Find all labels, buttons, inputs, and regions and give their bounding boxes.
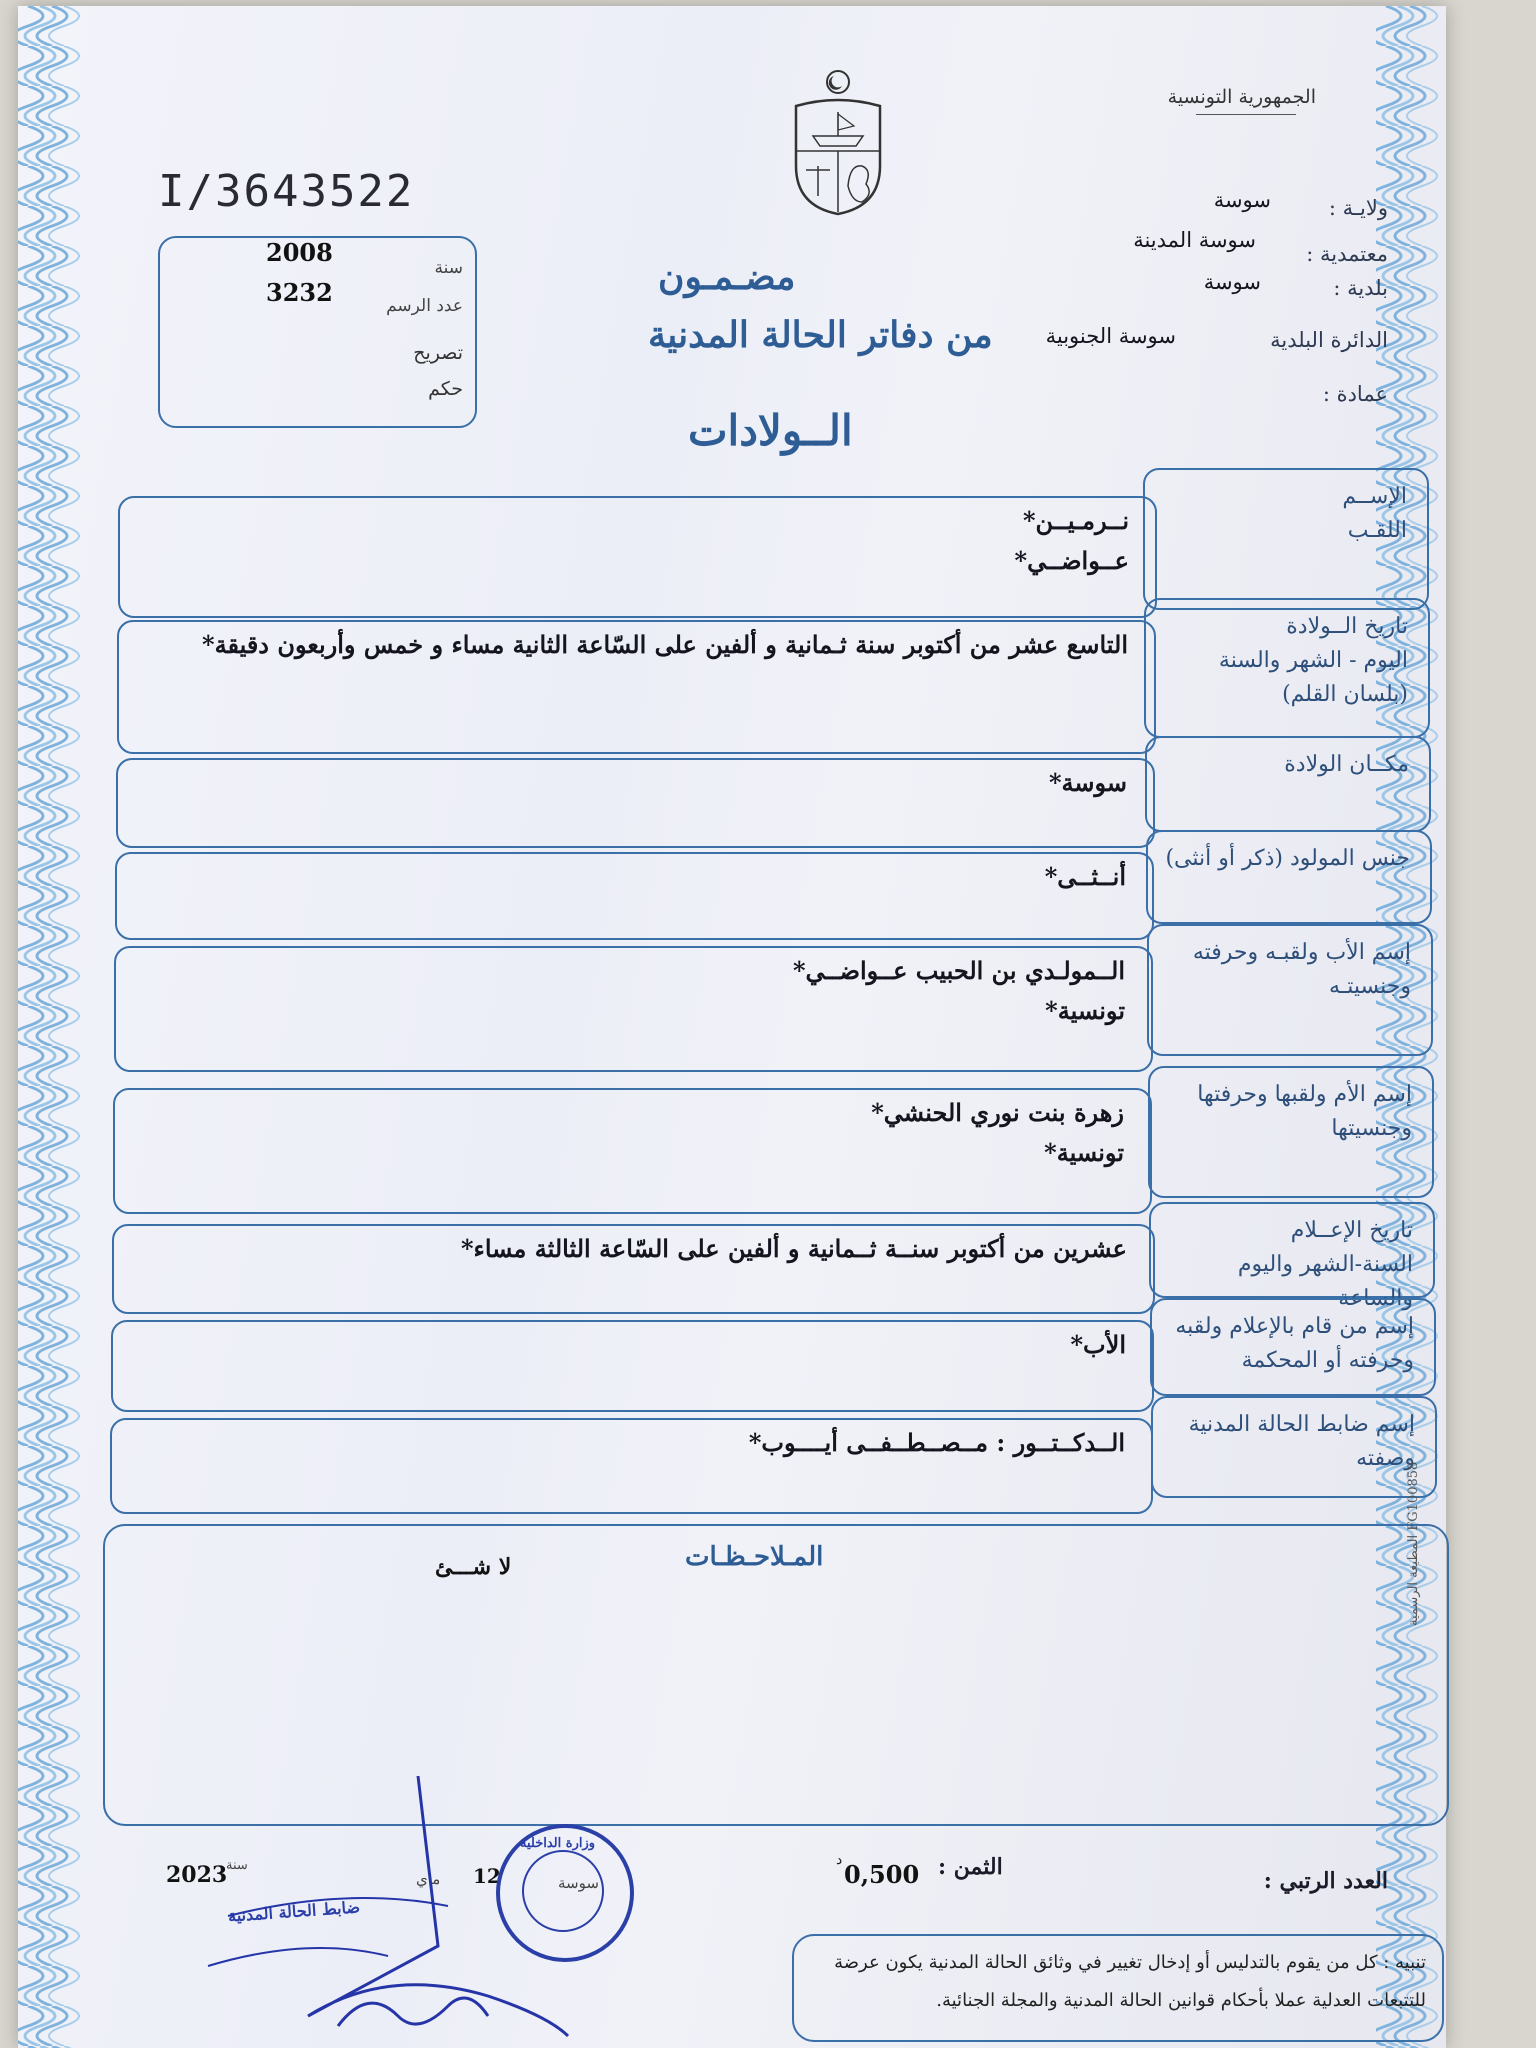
- row-label-text: إسم من قام بالإعلام ولقبه: [1175, 1314, 1414, 1339]
- row-value-box: [113, 1088, 1152, 1214]
- row-value-box: [112, 1224, 1155, 1314]
- row-value-box: [110, 1418, 1153, 1514]
- officer-stamp-text: ضابط الحالة المدنية: [227, 1897, 361, 1926]
- row-label-box: [1151, 1396, 1437, 1498]
- footer-month: ماي: [416, 1870, 441, 1888]
- record-box: [158, 236, 477, 428]
- row-value-text: زهرة بنت نوري الحنشي*: [871, 1098, 1124, 1127]
- row-label-text: جنس المولود (ذكر أو أنثى): [1165, 846, 1410, 871]
- row-value-text: نــرمـيــن*: [1023, 506, 1129, 535]
- remarks-label: المـلاحـظـات: [685, 1542, 824, 1572]
- row-label-box: [1146, 830, 1432, 924]
- record-number-label: عدد الرسم: [386, 296, 463, 316]
- row-value-text: عــواضــي*: [1014, 546, 1129, 575]
- stamp-text: وزارة الداخلية: [520, 1836, 596, 1851]
- left-decorative-border: [18, 6, 88, 2048]
- price-label: الثمن :: [938, 1854, 1003, 1880]
- price-unit: د: [836, 1852, 843, 1868]
- row-value-text: تونسية*: [1044, 1138, 1124, 1167]
- row-value-text: عشرين من أكتوبر سنــة ثــمانية و ألفين على السّاعة الثالثة مساء*: [460, 1234, 1127, 1263]
- title-line2: من دفاتر الحالة المدنية: [648, 314, 993, 356]
- delegation-label: معتمدية :: [1306, 242, 1388, 266]
- handwritten-signature: [188, 1766, 668, 2046]
- row-label-box: [1143, 468, 1429, 610]
- row-label-box: [1149, 1202, 1435, 1311]
- printer-mark: المطبعة الرسمية FG100858: [1406, 1461, 1421, 1626]
- row-label-text: اليوم - الشهر والسنة: [1218, 648, 1408, 673]
- row-label-text: إسم الأم ولقبها وحرفتها: [1197, 1082, 1412, 1107]
- section-title-births: الــولادات: [688, 406, 853, 455]
- row-value-text: الــمولـدي بن الحبيب عــواضــي*: [792, 956, 1125, 985]
- record-year-value: 2008: [266, 238, 333, 267]
- price-value: 0,500: [844, 1860, 920, 1889]
- row-value-text: الأب*: [1070, 1330, 1126, 1359]
- municipality-label: بلدية :: [1333, 276, 1388, 300]
- row-label-box: [1144, 598, 1430, 738]
- row-label-text: الإســم: [1342, 484, 1407, 509]
- row-value-text: سوسة*: [1048, 768, 1127, 797]
- wilaya-value: سوسة: [1213, 188, 1271, 212]
- row-label-box: [1145, 736, 1431, 832]
- row-label-box: [1150, 1298, 1436, 1396]
- republic-label: الجمهورية التونسية: [1167, 86, 1316, 108]
- judgment-label: حكم: [428, 378, 463, 400]
- row-value-box: [117, 620, 1156, 754]
- district-value: سوسة الجنوبية: [1045, 324, 1176, 348]
- notice-line2: للتتبعات العدلية عملا بأحكام قوانين الحالة المدنية والمجلة الجنائية.: [936, 1990, 1426, 2011]
- serial-number: I/3643522: [158, 166, 415, 217]
- footer-year-value: 2023: [166, 1862, 228, 1888]
- row-value-text: تونسية*: [1045, 996, 1125, 1025]
- row-label-box: [1147, 924, 1433, 1056]
- row-value-box: [116, 758, 1155, 848]
- row-label-text: وجنسيتـه: [1328, 974, 1411, 999]
- row-label-text: إسم الأب ولقبـه وحرفته: [1192, 940, 1411, 965]
- row-value-box: [118, 496, 1157, 618]
- serial-order-label: العدد الرتبي :: [1263, 1868, 1388, 1894]
- footer-year-label: سنة: [226, 1858, 248, 1873]
- birth-certificate-paper: [18, 6, 1446, 2048]
- row-value-box: [114, 946, 1153, 1072]
- row-value-box: [111, 1320, 1154, 1412]
- republic-underline: [1196, 114, 1296, 115]
- remarks-value: لا شـــئ: [435, 1554, 512, 1580]
- record-year-label: سنة: [434, 258, 463, 278]
- row-label-text: تاريخ الإعــلام: [1290, 1218, 1413, 1243]
- declaration-label: تصريح: [413, 342, 463, 364]
- row-value-text: أنــثــى*: [1044, 862, 1126, 891]
- row-label-text: وحرفته أو المحكمة: [1241, 1348, 1414, 1373]
- wilaya-label: ولايـة :: [1328, 196, 1388, 220]
- municipality-value: سوسة: [1203, 270, 1261, 294]
- district-label: الدائرة البلدية: [1270, 328, 1388, 352]
- notice-box: [792, 1934, 1444, 2042]
- row-label-text: مكــان الولادة: [1284, 752, 1409, 777]
- omda-label: عمادة :: [1322, 382, 1388, 406]
- row-value-box: [115, 852, 1154, 940]
- tunisia-coat-of-arms-icon: [788, 66, 888, 216]
- row-value-text: التاسع عشر من أكتوبر سنة ثـمانية و ألفين على السّاعة الثانية مساء و خمس وأربعون دقيقة*: [202, 630, 1128, 659]
- row-label-box: [1148, 1066, 1434, 1198]
- row-value-text: الــدكــتــور : مــصــطــفــى أيــــوب*: [748, 1428, 1125, 1457]
- row-label-text: اللقـب: [1347, 518, 1407, 543]
- notice-line1: تنبيه : كل من يقوم بالتدليس أو إدخال تغيير في وثائق الحالة المدنية يكون عرضة: [834, 1952, 1426, 1973]
- row-label-text: وصفته: [1356, 1446, 1415, 1471]
- row-label-text: إسم ضابط الحالة المدنية: [1188, 1412, 1415, 1437]
- delegation-value: سوسة المدينة: [1133, 228, 1256, 252]
- record-number-value: 3232: [266, 278, 333, 307]
- row-label-text: تاريخ الــولادة: [1286, 614, 1408, 639]
- row-label-text: (بلسان القلم): [1282, 682, 1408, 707]
- footer-city: سوسة: [558, 1874, 599, 1892]
- title-line1: مضـمـون: [658, 256, 796, 298]
- row-label-text: السنة-الشهر واليوم والساعة: [1237, 1252, 1413, 1311]
- footer-day: 12: [473, 1864, 501, 1888]
- row-label-text: وجنسيتها: [1331, 1116, 1412, 1141]
